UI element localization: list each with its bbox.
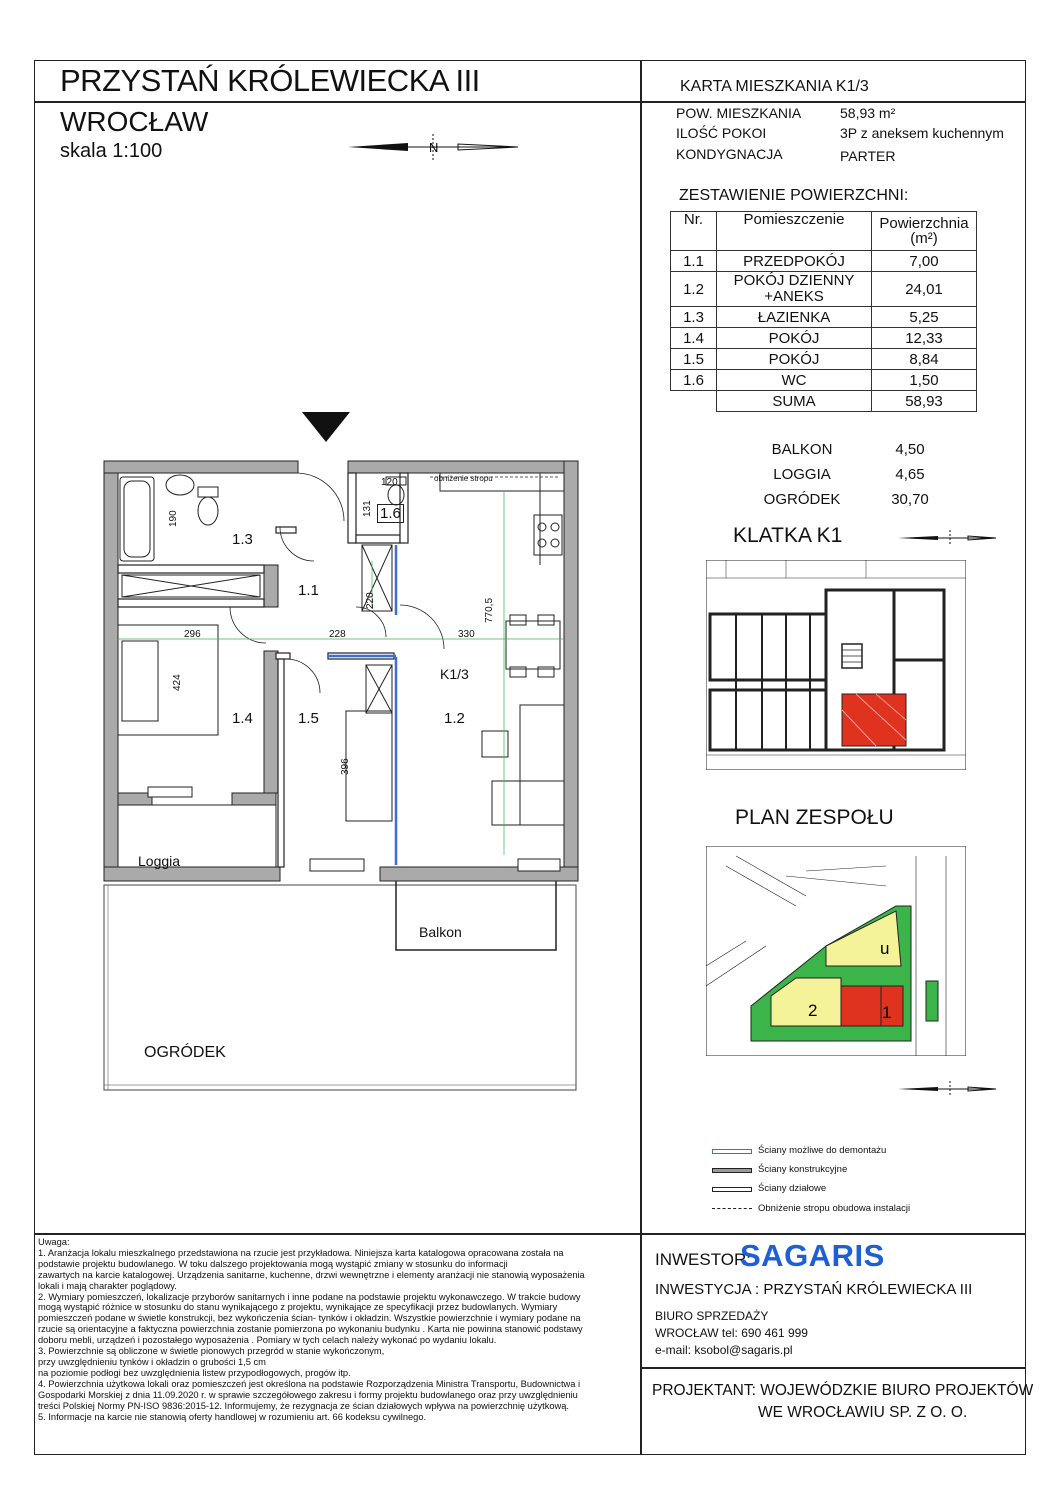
table-header-row [671,212,977,251]
notes-line: 5. Informacje na karcie nie stanowią oferty handlowej w rozumieniu art. 66 kodeksu cywilnego. [38,1411,427,1422]
sales-office: BIURO SPRZEDAŻY [655,1309,769,1323]
complex-plan-drawing [706,846,966,1056]
legend-label-ceiling: Obniżenie stropu obudowa instalacji [758,1203,911,1214]
row-area: 12,33 [872,328,977,349]
dim-131: 131 [362,500,373,517]
dim-396: 396 [340,758,351,775]
row-nr: 1.3 [671,307,717,328]
notes-line: rzucie są orientacyjne a faktyczna powierzchnia zostanie pomierzona po wykonaniu budynku . Karta nie powinna stanowić podstawy [38,1324,583,1335]
notes-line: mogą wystąpić różnice w stosunku do stanu wynikającego z projektu, wynikające ze specyfikacji przez budowlanych. Wymiary [38,1302,558,1313]
dim-120: 120 [381,477,398,488]
row-nr: 1.2 [671,272,717,307]
table-row [671,251,977,272]
complex-label-2: 2 [808,1001,818,1020]
notes-line: 3. Powierzchnie są obliczone w świetle pionowych przegród w stanie wykończonym, [38,1346,385,1357]
legend-swatch-demolish [712,1149,752,1154]
designer-line-1: PROJEKTANT: WOJEWÓDZKIE BIURO PROJEKTÓW [652,1382,1034,1399]
notes-line: podstawie projektu budowlanego. W toku dalszego projektowania mogą wystąpić zmiany w stosunku do informacji [38,1258,508,1269]
notes-line: lokali i mają charakter poglądowy. [38,1280,177,1291]
stair-plan-drawing [706,560,966,770]
project-title: PRZYSTAŃ KRÓLEWIECKA III [60,63,480,98]
stair-title: KLATKA K1 [733,524,843,547]
legend-swatch-ceiling [712,1208,752,1209]
dim-330: 330 [458,629,475,640]
row-area: 24,01 [872,272,977,307]
scale-label: skala 1:100 [60,140,163,162]
complex-title: PLAN ZESPOŁU [735,806,894,829]
north-arrow-icon [898,530,998,546]
notes-line: 1. Aranżacja lokalu mieszkalnego przedstawiona na rzucie jest przykładowa. Niniejsza karta katalogowa opracowana została na [38,1247,564,1258]
sum-row [671,391,977,412]
investor-name: SAGARIS [740,1238,885,1273]
row-nr: 1.1 [671,251,717,272]
notes-divider [34,1233,640,1235]
room-label-1-5: 1.5 [298,710,319,727]
legend-label-structural: Ściany konstrukcyjne [758,1164,848,1175]
footer-divider-1 [640,1233,1026,1235]
extra-loggia-name: LOGGIA [773,466,831,483]
north-letter: N [429,140,439,155]
extra-garden-name: OGRÓDEK [763,491,841,508]
city-label: WROCŁAW [60,106,209,137]
row-area: 1,50 [872,370,977,391]
table-row [671,307,977,328]
entrance-arrow-icon [302,412,350,442]
rooms-label: ILOŚĆ POKOI [676,125,767,141]
summary-title: ZESTAWIENIE POWIERZCHNI: [679,187,909,204]
col-area-header: Powierzchnia (m²) [872,212,977,251]
notes-line: Gospodarki Morskiej z dnia 11.09.2020 r. w sprawie szczegółowego zakresu i formy projektu budowlanego oraz przy uwzględnieniu [38,1389,578,1400]
row-name: PRZEDPOKÓJ [717,251,872,272]
room-label-1-4: 1.4 [232,710,253,727]
rooms-table [670,211,977,412]
row-name: WC [717,370,872,391]
investment-label: INWESTYCJA : PRZYSTAŃ KRÓLEWIECKA III [655,1281,973,1298]
north-arrow-icon [898,1081,998,1097]
footer-divider-2 [640,1367,1026,1369]
room-label-1-1: 1.1 [298,582,319,599]
col-room-header: Pomieszczenie [717,212,872,251]
sales-email[interactable]: e-mail: ksobol@sagaris.pl [655,1343,793,1357]
dim-770: 770,5 [484,597,495,623]
extra-balcony-area: 4,50 [895,441,925,458]
floor-value: PARTER [840,148,896,164]
dim-424: 424 [172,674,183,691]
notes-line: zawartych na karcie katalogowej. Urządzenia sanitarne, kuchenne, drzwi wewnętrzne i elementy aranżacji nie stanowią wyposażenia [38,1269,585,1280]
legend-label-demolish: Ściany możliwe do demontażu [758,1145,887,1156]
floor-label: KONDYGNACJA [676,146,783,162]
rooms-value: 3P z aneksem kuchennym [840,125,1004,141]
legend-swatch-structural [712,1168,752,1173]
ceiling-note: obniżenie stropu [434,474,493,483]
legend-swatch-partition [712,1187,752,1192]
row-name: ŁAZIENKA [717,307,872,328]
dim-220: 220 [365,592,376,609]
dim-296: 296 [184,629,201,640]
area-value: 58,93 m² [840,105,896,121]
row-nr: 1.4 [671,328,717,349]
notes-line: doboru mebli, urządzeń i pozostałego wyposażenia . Pomiary w tych celach należy wykonać po wydaniu lokalu. [38,1335,497,1346]
loggia-label: Loggia [138,853,181,869]
room-label-1-6: 1.6 [377,504,404,523]
balcony-label: Balkon [419,924,462,940]
unit-label: K1/3 [440,666,469,682]
notes-line: treści Polskiej Normy PN-ISO 9836:2015-12. Informujemy, że rezygnacja ze ścian działowych wpływa na powierzchnię użytkową. [38,1400,570,1411]
row-nr: 1.5 [671,349,717,370]
row-area: 8,84 [872,349,977,370]
notes-block [38,1237,636,1422]
floor-plan [100,455,584,1095]
row-area: 7,00 [872,251,977,272]
row-name: POKÓJ [717,328,872,349]
extra-loggia-area: 4,65 [895,466,925,483]
table-row [671,370,977,391]
complex-label-1: 1 [882,1003,892,1022]
north-arrow-icon [348,132,523,162]
sum-value: 58,93 [872,391,977,412]
designer-line-2: WE WROCŁAWIU SP. Z O. O. [758,1404,968,1421]
notes-line: przy uwzględnieniu tynków i okładzin o grubości 1,5 cm [38,1356,266,1367]
dim-190: 190 [168,510,179,527]
notes-line: 2. Wymiary pomieszczeń, lokalizacje przyborów sanitarnych i inne podane na podstawie projektu wykonawczego. W trakcie budowy [38,1291,581,1302]
complex-label-u: u [880,939,890,958]
garden-label: OGRÓDEK [144,1044,226,1061]
notes-line: pomieszczeń podane w świetle konstrukcji, bez wykończenia ścian- tynków i okładzin. Wszystkie powierzchnie i wymiary podane na [38,1313,581,1324]
notes-line: na poziomie podłogi bez uwzględnienia listew przypodłogowych, progów itp. [38,1367,351,1378]
extra-garden-area: 30,70 [891,491,929,508]
row-nr: 1.6 [671,370,717,391]
room-label-1-2: 1.2 [444,710,465,727]
row-area: 5,25 [872,307,977,328]
header-divider-right [640,101,1026,103]
notes-line: 4. Powierzchnia użytkowa lokali oraz pomieszczeń jest określona na podstawie Rozporządzenia Ministra Transportu, Budownictwa i [38,1378,581,1389]
notes-heading: Uwaga: [38,1237,70,1247]
sales-phone: WROCŁAW tel: 690 461 999 [655,1326,808,1340]
dim-228: 228 [329,629,346,640]
table-row [671,272,977,307]
row-name: POKÓJ [717,349,872,370]
investor-label: INWESTOR: [655,1250,752,1269]
row-name: POKÓJ DZIENNY +ANEKS [717,272,872,307]
table-row [671,328,977,349]
card-title: KARTA MIESZKANIA K1/3 [680,78,869,95]
legend-label-partition: Ściany działowe [758,1183,827,1194]
sum-label: SUMA [717,391,872,412]
col-nr-header: Nr. [671,212,717,251]
table-row [671,349,977,370]
room-label-1-3: 1.3 [232,531,253,548]
vertical-divider [640,60,642,1455]
header-divider-left [34,101,640,103]
area-label: POW. MIESZKANIA [676,105,802,121]
extra-balcony-name: BALKON [771,441,833,458]
